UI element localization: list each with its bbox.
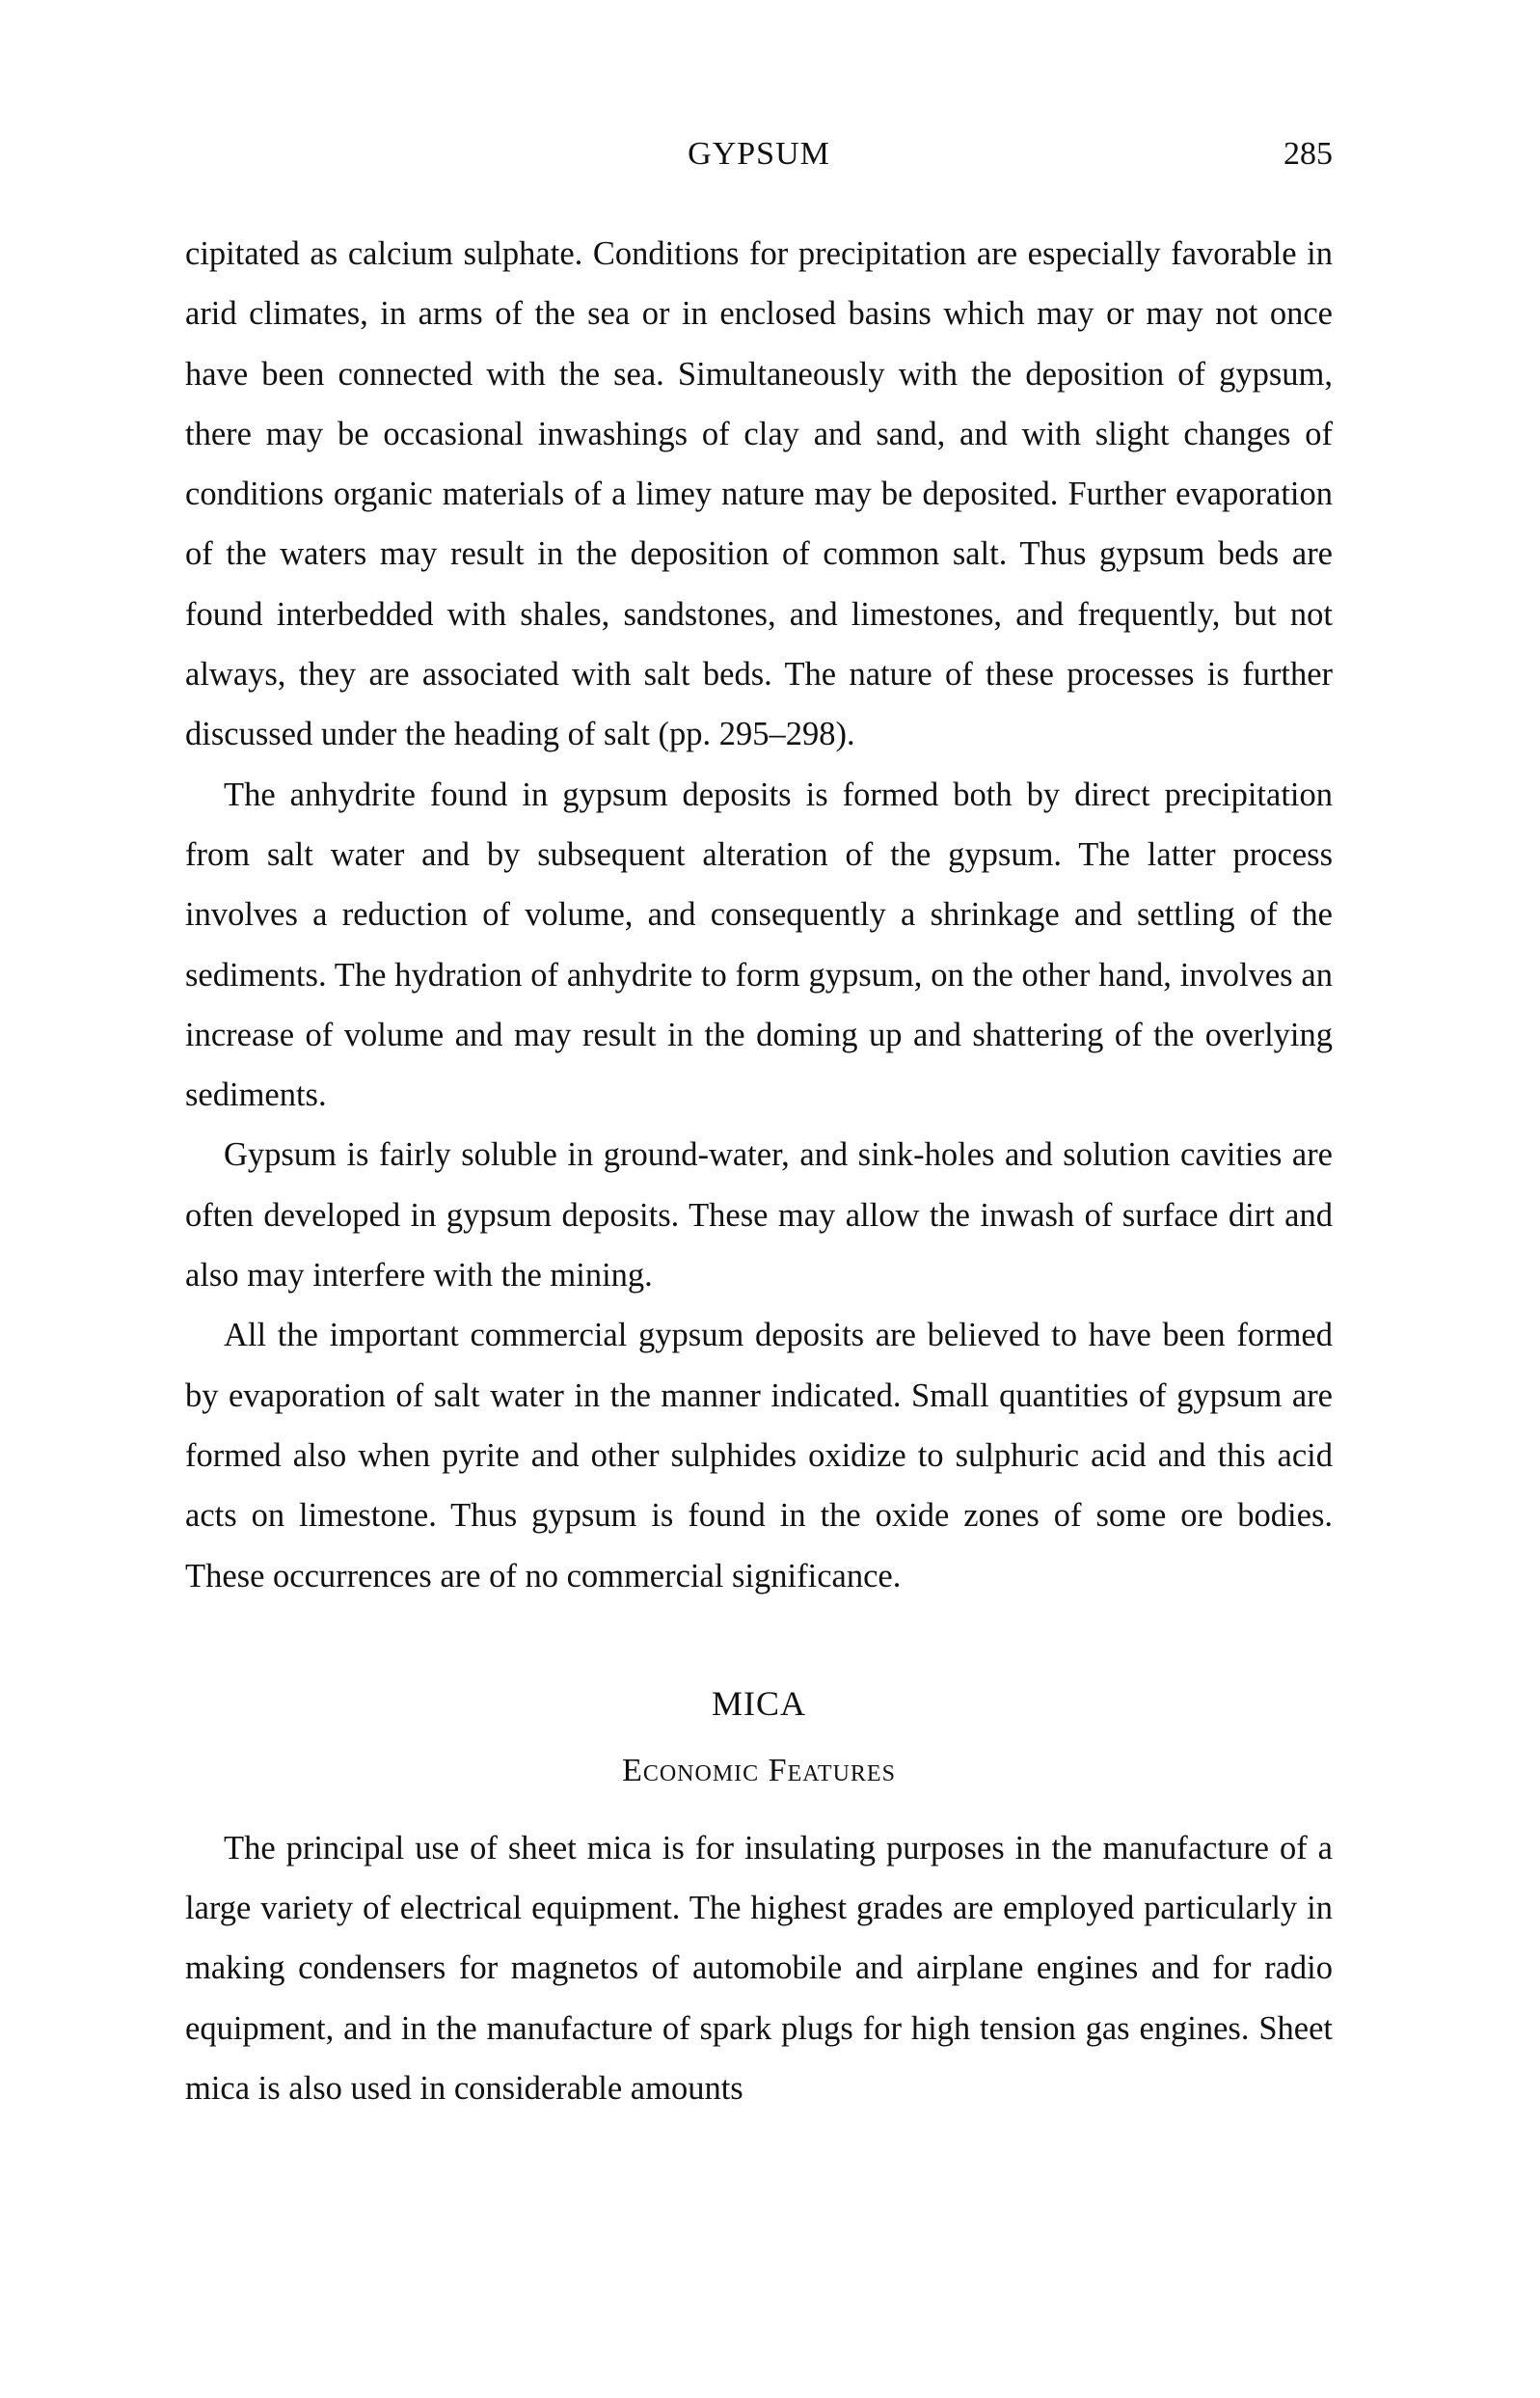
section-title: MICA [711,1683,806,1723]
running-header [185,135,1333,174]
page-number: 285 [1283,136,1333,172]
paragraph-continued: cipitated as calcium sulphate. Conditions for precipitation are especially favorable in arid climates, in arms of the sea or in enclosed basins which may or may not once have been connected with the sea. Simultaneously with the deposition of gypsum, there may be occasional inwashings of clay and sand, and with slight changes of conditions organic materials of a limey nature may be deposited. Further evaporation of the waters may result in the deposition of common salt. Thus gypsum beds are found interbedded with shales, sandstones, and limestones, and frequently, but not always, they are associated with salt beds. The nature of these processes is further discussed under the heading of salt (pp. 295–298). [185,235,1333,753]
running-title: GYPSUM [688,136,830,172]
mica-section [185,1674,1333,2118]
section-subtitle: Economic Features [622,1752,896,1788]
gypsum-section [185,224,1333,1606]
paragraph-solubility: Gypsum is fairly soluble in ground-water, and sink-holes and solution cavities are often developed in gypsum deposits. These may allow the inwash of surface dirt and also may interfere with the mining. [185,1136,1333,1294]
body-text [185,224,1333,2118]
paragraph-mica-uses: The principal use of sheet mica is for insulating purposes in the manufacture of a large variety of electrical equipment. The highest grades are employed particularly in making condensers for magnetos of automobile and airplane engines and for radio equipment, and in the manufacture of spark plugs for high tension gas engines. Sheet mica is also used in considerable amounts [185,1829,1333,2108]
paragraph-origin: All the important commercial gypsum deposits are believed to have been formed by evaporation of salt water in the manner indicated. Small quantities of gypsum are formed also when pyrite and other sulphides oxidize to sulphuric acid and this acid acts on limestone. Thus gypsum is found in the oxide zones of some ore bodies. These occurrences are of no commercial significance. [185,1317,1333,1594]
paragraph-anhydrite: The anhydrite found in gypsum deposits is formed both by direct precipitation from salt water and by subsequent alteration of the gypsum. The latter process involves a reduction of volume, and consequently a shrinkage and settling of the sediments. The hydration of anhydrite to form gypsum, on the other hand, involves an increase of volume and may result in the doming up and shattering of the overlying sediments. [185,776,1333,1114]
